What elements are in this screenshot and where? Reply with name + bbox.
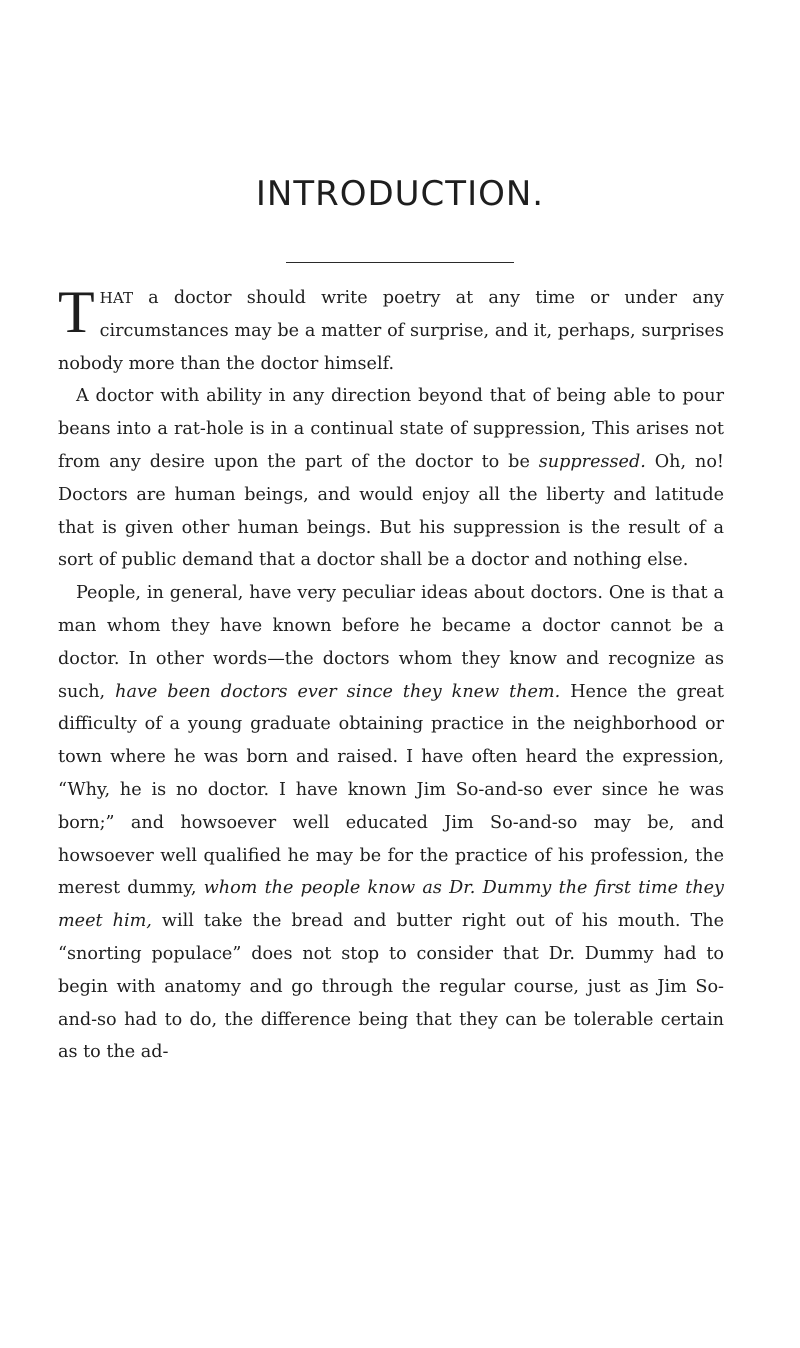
paragraph-2-text-a: A doctor with ability in any direction beyond that of being able to pour beans into a rat-hole is in a continual state of suppression, This arises not from any desire upon the part of the doctor to be bbox=[58, 386, 724, 472]
paragraph-3-text-a: People, in general, have very peculiar ideas about doctors. One is that a man whom they have known before he became a doctor cannot be a doctor. In other words—the doctors whom they know and recognize as such, bbox=[58, 583, 724, 702]
paragraph-3 bbox=[58, 577, 724, 1069]
paragraph-3-text-b: Hence the great difficulty of a young graduate obtaining practice in the neighborhood or town where he was born and raised. I have often heard the expression, “Why, he is no doctor. I have known Jim So-and-so ever since he was born;” and howsoever well educated Jim So-and-so may be, and howsoever well qualified he may be for the practice of his profession, the merest dummy, bbox=[58, 681, 725, 899]
paragraph-2 bbox=[58, 380, 724, 577]
paragraph-1 bbox=[58, 279, 724, 380]
lead-small-caps: HAT bbox=[99, 289, 134, 307]
paragraph-2-emphasis: suppressed. bbox=[538, 451, 646, 472]
paragraph-1-text: a doctor should write poetry at any time or under any circumstances may be a matter of surprise, and it, perhaps, surprises nobody more than the doctor himself. bbox=[58, 288, 724, 374]
chapter-heading: INTRODUCTION. bbox=[255, 174, 545, 214]
heading-rule bbox=[286, 262, 514, 263]
body-text bbox=[58, 279, 725, 1069]
paragraph-3-emphasis-a: have been doctors ever since they knew them. bbox=[115, 681, 561, 702]
drop-cap: T bbox=[58, 279, 95, 345]
paragraph-3-emphasis-b: whom the people know as Dr. Dummy the first time they meet him, bbox=[58, 878, 724, 932]
paragraph-2-text-b: Oh, no! Doctors are human beings, and would enjoy all the liberty and latitude that is given other human beings. But his suppression is the result of a sort of public demand that a doctor shall be a doctor and nothing else. bbox=[58, 451, 724, 571]
paragraph-3-text-c: will take the bread and butter right out of his mouth. The “snorting populace” does not stop to consider that Dr. Dummy had to begin with anatomy and go through the regular course, just as Jim So-and-so had to do, the difference being that they can be tolerable certain as to the ad- bbox=[58, 911, 725, 1063]
